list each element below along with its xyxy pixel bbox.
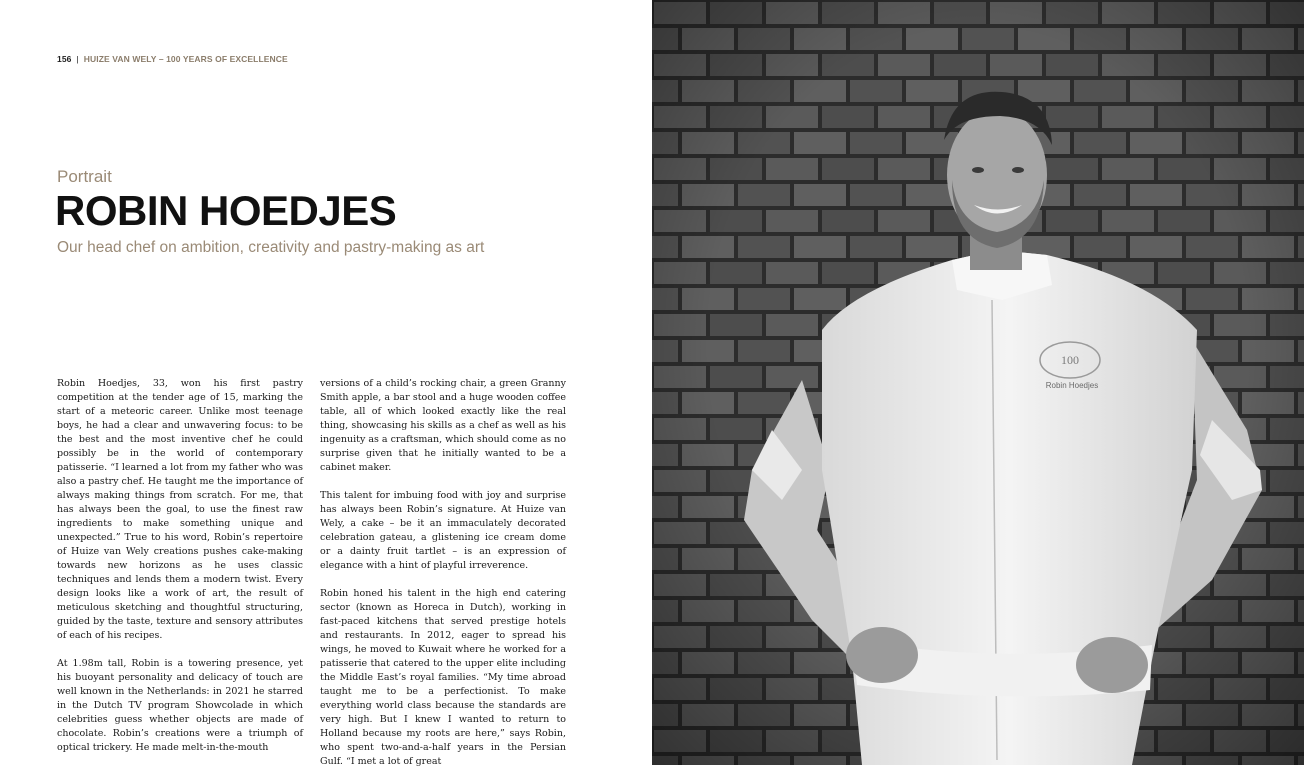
body-paragraph: This talent for imbuing food with joy and surprise has always been Robin’s signature. At Huize van Wely, a cake – be it an immaculately decorated celebration gateau, a glistening ice cream dome or a dainty fruit tartlet – is an expression of elegance with a hint of playful irreverence. — [320, 490, 566, 571]
portrait-photo — [652, 0, 1304, 765]
body-paragraph: At 1.98m tall, Robin is a towering presence, yet his buoyant personality and delicacy of touch are well known in the Netherlands: in 2021 he starred in the Dutch TV program Showcolade in which celebrities guess whether objects are made of chocolate. Robin’s creations were a triumph of optical trickery. He made melt-in-the-mouth — [57, 658, 303, 753]
right-hand — [1076, 637, 1148, 693]
jacket-logo-text: 100 — [1061, 353, 1079, 367]
article-title: ROBIN HOEDJES — [55, 187, 397, 234]
article-subtitle: Our head chef on ambition, creativity and pastry-making as art — [57, 239, 485, 256]
running-head — [57, 54, 288, 64]
running-head-separator: | — [76, 54, 79, 64]
body-paragraph: versions of a child’s rocking chair, a green Granny Smith apple, a bar stool and a huge wooden coffee table, all of which looked exactly like the real thing, showcasing his skills as a chef as well as his ingenuity as a craftsman, which should come as no surprise given that he initially wanted to be a cabinet maker. — [320, 378, 566, 473]
jacket-name-embroidery: Robin Hoedjes — [1045, 381, 1099, 390]
left-hand — [846, 627, 918, 683]
body-paragraph: Robin honed his talent in the high end catering sector (known as Horeca in Dutch), working in fast-paced kitchens that served prestige hotels and restaurants. In 2012, eager to spread his wings, he moved to Kuwait where he worked for a patisserie that catered to the upper elite including the Middle East’s royal families. “My time abroad taught me to be a perfectionist. To make everything world class because the standards are very high. But I knew I wanted to return to Holland because my roots are here,” says Robin, who spent two-and-a-half years in the Persian Gulf. “I met a lot of great — [320, 588, 566, 767]
body-column-left — [57, 377, 303, 769]
page-number: 156 — [57, 54, 72, 64]
portrait-photo-illustration — [652, 0, 1304, 765]
left-page — [0, 0, 652, 765]
running-title: HUIZE VAN WELY – 100 YEARS OF EXCELLENCE — [83, 54, 288, 64]
body-paragraph: Robin Hoedjes, 33, won his first pastry competition at the tender age of 15, marking the start of a meteoric career. Unlike most teenage boys, he had a clear and unwavering focus: to be the best and the most inventive chef he could possibly be in the world of contemporary patisserie. “I learned a lot from my father who was also a pastry chef. He taught me the importance of always making things from scratch. For me, that has always been the goal, to use the finest raw ingredients to make something unique and unexpected.” True to his word, Robin’s repertoire of Huize van Wely creations pushes cake-making towards new horizons as he uses classic techniques and lends them a modern twist. Every design looks like a work of art, the result of meticulous sketching and thoughtful structuring, guided by the taste, texture and sensory attributes of each of his recipes. — [57, 378, 303, 641]
body-column-right — [320, 377, 566, 783]
section-kicker: Portrait — [57, 167, 112, 186]
